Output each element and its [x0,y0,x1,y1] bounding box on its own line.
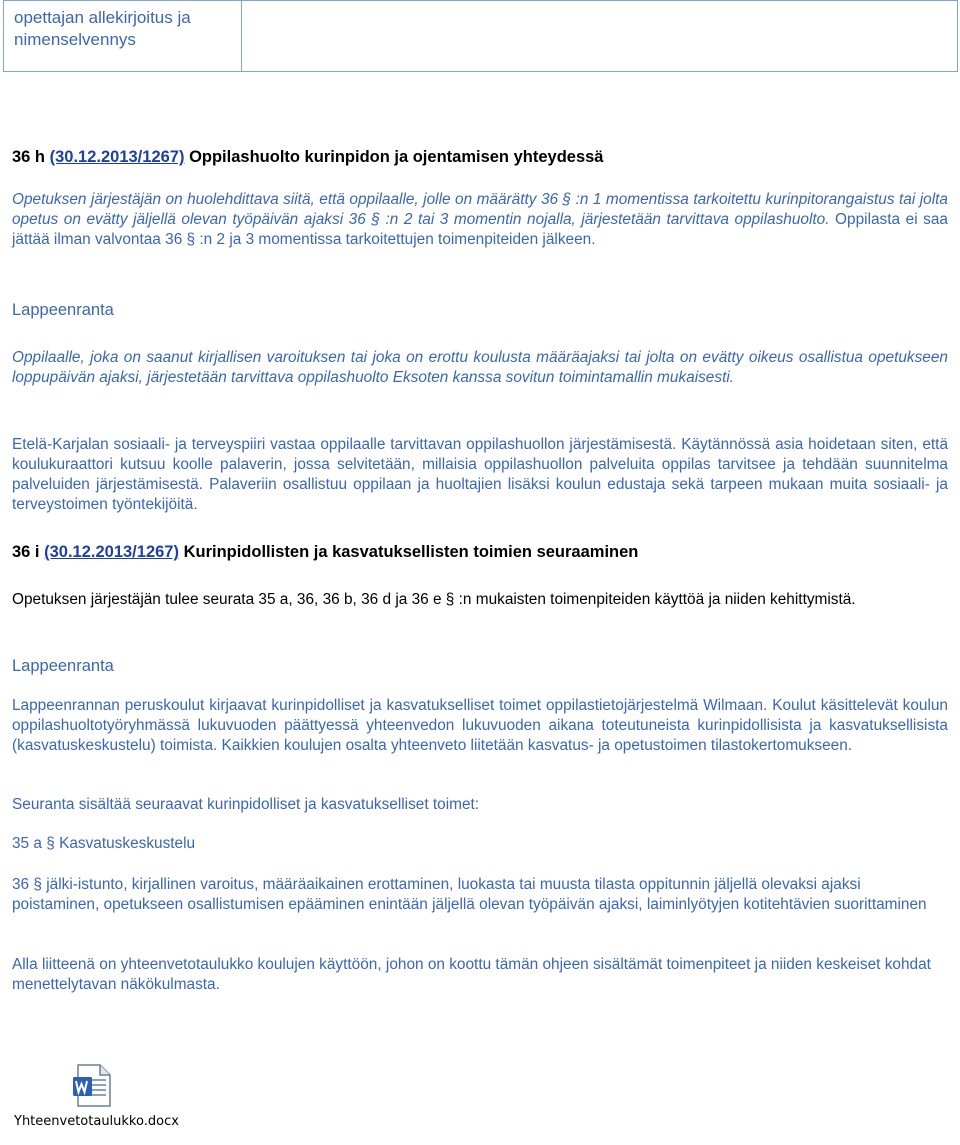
attachment[interactable] [14,1062,179,1132]
lappeenranta2-para-3: Alla liitteenä on yhteenvetotaulukko koulujen käyttöön, johon on koottu tämän ohjeen sisältämät toimenpiteet ja niiden keskeiset kohdat menettelytavan näkökulmasta. [12,956,931,993]
signature-label: opettajan allekirjoitus ja nimenselvennys [4,1,242,71]
section-number: 36 h [12,148,50,166]
section-number: 36 i [12,543,45,561]
signature-field [242,1,957,71]
list-item-36: 36 § jälki-istunto, kirjallinen varoitus, määräaikainen erottaminen, luokasta tai muusta tilasta oppitunnin jäljellä olevaksi ajaksi poistaminen, opetukseen osallistumisen epääminen enintään jäljellä olevan työpäivän ajaksi, laiminlyötyjen kotitehtävien suorittaminen [12,876,927,913]
law-reference-link[interactable]: (30.12.2013/1267) [44,543,179,561]
body-italic: Opetuksen järjestäjän on huolehdittava siitä, että oppilaalle, jolle on määrätty 36 § :n 1 momentissa tarkoitettu kurinpitorangaistus tai jolta opetus on evätty jäljellä olevan työpäivän ajaksi 36 § :n 2 tai 3 momentin nojalla, järjestetään tarvittava oppilashuolto. [12,191,948,228]
section-title: Oppilashuolto kurinpidon ja ojentamisen yhteydessä [184,148,604,166]
lappeenranta2-para-2: Seuranta sisältää seuraavat kurinpidolliset ja kasvatukselliset toimet: [12,796,480,813]
lappeenranta-heading-1: Lappeenranta [12,301,114,319]
signature-table [3,0,958,72]
body-regular: Oppilasta ei saa jättää ilman valvontaa 36 § :n 2 ja 3 momentissa tarkoitettujen toimenpiteiden jälkeen. [12,211,948,248]
section-36i-heading [12,541,948,563]
list-item-35a: 35 a § Kasvatuskeskustelu [12,835,196,852]
lappeenranta2-para-1: Lappeenrannan peruskoulut kirjaavat kurinpidolliset ja kasvatukselliset toimet oppilastietojärjestelmä Wilmaan. Koulut käsittelevät koulun oppilashuoltotyöryhmässä lukuvuoden päättyessä yhteenvedon lukuvuoden aikana toteutuneista kurinpidollisista ja kasvatuksellisista (kasvatuskeskustelu) toimista. Kaikkien koulujen osalta yhteenveto liitetään kasvatus- ja opetustoimen tilastokertomukseen. [12,697,948,754]
section-title: Kurinpidollisten ja kasvatuksellisten toimien seuraaminen [178,543,639,561]
section-36i-body: Opetuksen järjestäjän tulee seurata 35 a, 36, 36 b, 36 d ja 36 e § :n mukaisten toimenpiteiden käyttöä ja niiden kehittymistä. [12,591,856,608]
law-reference-link[interactable]: (30.12.2013/1267) [49,148,185,166]
lappeenranta-para-1: Oppilaalle, joka on saanut kirjallisen varoituksen tai joka on erottu koulusta määräajaksi tai jolta on evätty oikeus osallistua opetukseen loppupäivän ajaksi, järjestetään tarvittava oppilashuolto Eksoten kanssa sovitun toimintamallin mukaisesti. [12,349,948,386]
section-36h-body [12,190,948,250]
attachment-filename[interactable]: Yhteenvetotaulukko.docx [14,1114,179,1129]
section-36h-heading [12,146,948,168]
lappeenranta-heading-2: Lappeenranta [12,657,114,675]
lappeenranta-para-2: Etelä-Karjalan sosiaali- ja terveyspiiri vastaa oppilaalle tarvittavan oppilashuollon järjestämisestä. Käytännössä asia hoidetaan siten, että koulukuraattori kutsuu koolle palaverin, jossa selvitetään, millaisia oppilashuollon palveluita oppilas tarvitsee ja tehdään suunnitelma palveluiden järjestämisestä. Palaveriin osallistuu oppilaan ja huoltajien lisäksi koulun edustaja sekä tarpeen mukaan muita sosiaali- ja terveystoimen työntekijöitä. [12,436,948,513]
word-document-icon[interactable] [70,1062,118,1110]
